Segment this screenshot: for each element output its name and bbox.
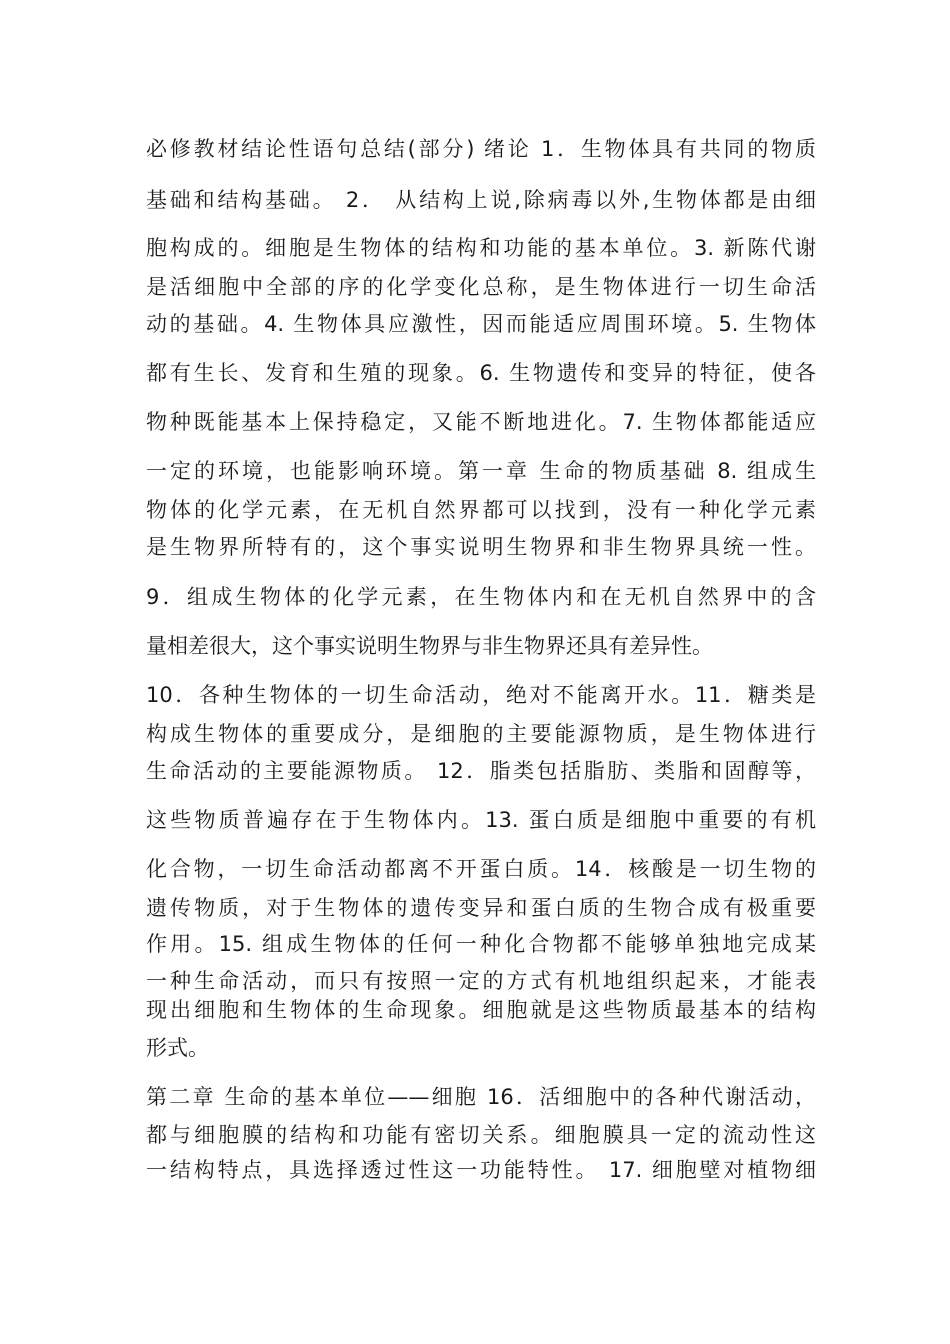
text-line: 作用。15. 组成生物体的任何一种化合物都不能够单独地完成某 <box>146 932 816 956</box>
text-line: 化合物，一切生命活动都离不开蛋白质。14．核酸是一切生物的 <box>146 857 816 881</box>
text-line: 基础和结构基础。 2． 从结构上说,除病毒以外,生物体都是由细 <box>146 188 816 212</box>
text-line: 物体的化学元素，在无机自然界都可以找到，没有一种化学元素 <box>146 498 816 522</box>
text-line: 胞构成的。细胞是生物体的结构和功能的基本单位。3. 新陈代谢 <box>146 236 816 260</box>
text-line: 物种既能基本上保持稳定，又能不断地进化。7. 生物体都能适应 <box>146 410 816 434</box>
text-line: 10．各种生物体的一切生命活动，绝对不能离开水。11．糖类是 <box>146 683 816 707</box>
text-line: 一种生命活动，而只有按照一定的方式有机地组织起来，才能表 <box>146 969 816 993</box>
text-line: 都有生长、发育和生殖的现象。6. 生物遗传和变异的特征，使各 <box>146 361 816 385</box>
text-line: 构成生物体的重要成分，是细胞的主要能源物质，是生物体进行 <box>146 722 816 746</box>
text-line: 是生物界所特有的，这个事实说明生物界和非生物界具统一性。 <box>146 535 816 559</box>
text-line: 第二章 生命的基本单位——细胞 16．活细胞中的各种代谢活动， <box>146 1085 816 1109</box>
text-line: 动的基础。4. 生物体具应激性，因而能适应周围环境。5. 生物体 <box>146 312 816 336</box>
text-line: 都与细胞膜的结构和功能有密切关系。细胞膜具一定的流动性这 <box>146 1123 816 1147</box>
text-line: 现出细胞和生物体的生命现象。细胞就是这些物质最基本的结构 <box>146 998 816 1022</box>
text-line: 生命活动的主要能源物质。 12．脂类包括脂肪、类脂和固醇等， <box>146 759 816 783</box>
text-line: 必修教材结论性语句总结(部分) 绪论 1．生物体具有共同的物质 <box>146 137 816 161</box>
text-line: 9．组成生物体的化学元素，在生物体内和在无机自然界中的含 <box>146 585 816 609</box>
text-line: 一定的环境，也能影响环境。第一章 生命的物质基础 8. 组成生 <box>146 459 816 483</box>
text-line: 一结构特点，具选择透过性这一功能特性。 17. 细胞壁对植物细 <box>146 1158 816 1182</box>
text-line: 遗传物质，对于生物体的遗传变异和蛋白质的生物合成有极重要 <box>146 896 816 920</box>
text-line: 是活细胞中全部的序的化学变化总称，是生物体进行一切生命活 <box>146 275 816 299</box>
text-line: 形式。 <box>146 1036 209 1060</box>
text-line: 这些物质普遍存在于生物体内。13. 蛋白质是细胞中重要的有机 <box>146 808 816 832</box>
text-line: 量相差很大，这个事实说明生物界与非生物界还具有差异性。 <box>146 634 713 658</box>
